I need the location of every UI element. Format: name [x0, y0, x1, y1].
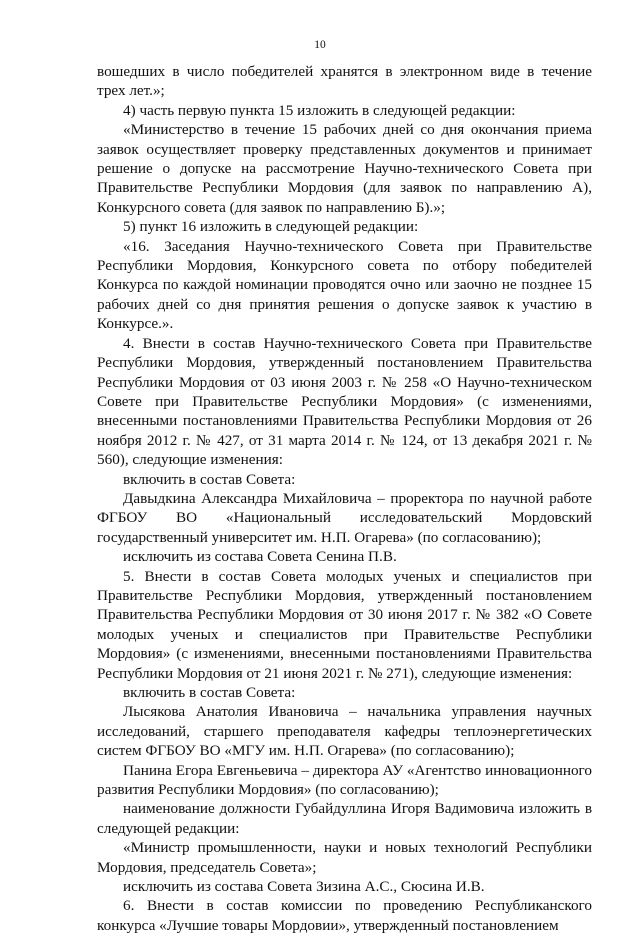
document-body: [97, 62, 592, 935]
paragraph-lysyakov: Лысякова Анатолия Ивановича – начальника управления научных исследований, старшего преподавателя кафедры теплоэнергетических систем ФГБОУ ВО «МГУ им. Н.П. Огарева» (по согласованию);: [97, 703, 592, 760]
paragraph-item-4-text: «Министерство в течение 15 рабочих дней со дня окончания приема заявок осуществляет проверку представленных документов и принимает решение о допуске на рассмотрение Научно-технического Совета при Правительстве Республики Мордовия (для заявок по направлению А), Конкурсного совета (для заявок по направлению Б).»;: [97, 121, 592, 216]
paragraph-include-council-2: включить в состав Совета:: [123, 684, 296, 701]
paragraph-minister-title: «Министр промышленности, науки и новых технологий Республики Мордовия, председатель Совета»;: [97, 839, 592, 876]
paragraph-continuation: вошедших в число победителей хранятся в электронном виде в течение трех лет.»;: [97, 63, 592, 100]
paragraph-include-council: включить в состав Совета:: [123, 470, 296, 488]
page-number: 10: [314, 39, 326, 51]
paragraph-gubaydullin: наименование должности Губайдуллина Игоря Вадимовича изложить в следующей редакции:: [97, 800, 592, 837]
paragraph-exclude-senin: исключить из состава Совета Сенина П.В.: [123, 548, 397, 566]
paragraph-item-5-heading: 5) пункт 16 изложить в следующей редакции:: [123, 218, 419, 236]
paragraph-section-4: 4. Внести в состав Научно-технического Совета при Правительстве Республики Мордовия, утвержденный постановлением Правительства Республики Мордовия от 03 июня 2003 г. № 258 «О Научно-техническом Совете при Правительстве Республики Мордовия» (с изменениями, внесенными постановлениями Правительства Республики Мордовия от 26 ноября 2012 г. № 427, от 31 марта 2014 г. № 124, от 13 декабря 2021 г. № 560), следующие изменения:: [97, 334, 592, 469]
paragraph-davydkin: Давыдкина Александра Михайловича – проректора по научной работе ФГБОУ ВО «Национальный исследовательский Мордовский государственный университет им. Н.П. Огарева» (по согласованию);: [97, 489, 592, 546]
paragraph-section-6: 6. Внести в состав комиссии по проведению Республиканского конкурса «Лучшие товары Мордовии», утвержденный постановлением: [97, 897, 592, 934]
paragraph-item-5-text: «16. Заседания Научно-технического Совета при Правительстве Республики Мордовия, Конкурсного совета по отбору победителей Конкурса по каждой номинации проводятся очно или заочно не позднее 15 рабочих дней со дня принятия решения о допуске заявок к участию в Конкурсе.».: [97, 237, 592, 333]
paragraph-item-4-heading: 4) часть первую пункта 15 изложить в следующей редакции:: [123, 101, 516, 119]
paragraph-section-5: 5. Внести в состав Совета молодых ученых и специалистов при Правительстве Республики Мордовия, утвержденный постановлением Правительства Республики Мордовия от 30 июня 2017 г. № 382 «О Совете молодых ученых и специалистов при Правительстве Республики Мордовия» (с изменениями, внесенными постановлениями Правительства Республики Мордовия от 21 июня 2021 г. № 271), следующие изменения:: [97, 567, 592, 682]
paragraph-exclude-zizin: исключить из состава Совета Зизина А.С., Сюсина И.В.: [123, 878, 485, 896]
paragraph-panin: Панина Егора Евгеньевича – директора АУ «Агентство инновационного развития Республики Мордовия» (по согласованию);: [97, 761, 592, 799]
